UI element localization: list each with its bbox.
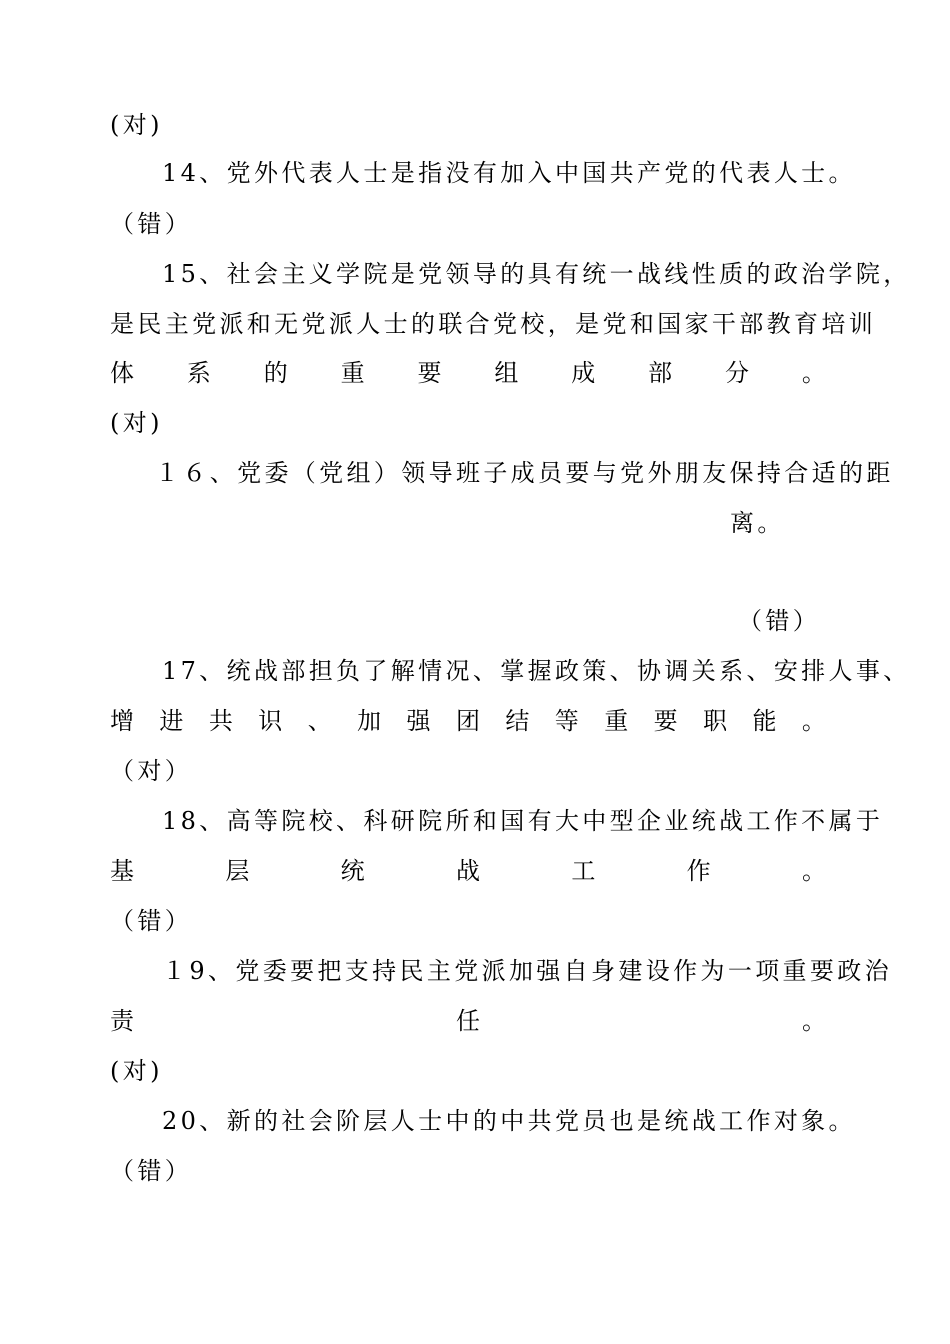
char: 等 bbox=[554, 707, 579, 735]
answer-16: （错） bbox=[738, 607, 821, 635]
question-19-line2 bbox=[110, 1006, 826, 1036]
char: 工 bbox=[571, 857, 596, 885]
answer-14: （错） bbox=[110, 210, 193, 238]
answer-20: （错） bbox=[110, 1157, 193, 1185]
char: 。 bbox=[801, 857, 826, 885]
char: 团 bbox=[455, 707, 480, 735]
char: 部 bbox=[648, 359, 673, 387]
question-15-line2: 是民主党派和无党派人士的联合党校，是党和国家干部教育培训 bbox=[110, 310, 877, 338]
answer-18: （错） bbox=[110, 907, 193, 935]
char: 进 bbox=[159, 707, 184, 735]
question-16-line1: １６、党委（党组）领导班子成员要与党外朋友保持合适的距 bbox=[155, 459, 894, 487]
char: 责 bbox=[110, 1007, 134, 1035]
char: 层 bbox=[225, 857, 250, 885]
char: 作 bbox=[686, 857, 711, 885]
char: 职 bbox=[703, 707, 728, 735]
char: 、 bbox=[307, 707, 332, 735]
question-16-line2: 离。 bbox=[730, 509, 785, 537]
char: 。 bbox=[801, 359, 826, 387]
char: 。 bbox=[801, 707, 826, 735]
char: 的 bbox=[263, 359, 288, 387]
answer-13: (对) bbox=[110, 111, 163, 139]
char: 识 bbox=[258, 707, 283, 735]
question-19-line1: １9、党委要把支持民主党派加强自身建设作为一项重要政治 bbox=[162, 957, 892, 985]
answer-15: (对) bbox=[110, 409, 163, 437]
char: 共 bbox=[208, 707, 233, 735]
char: 强 bbox=[406, 707, 431, 735]
char: 分 bbox=[725, 359, 749, 387]
char: 成 bbox=[571, 359, 596, 387]
answer-17: （对） bbox=[110, 757, 193, 785]
char: 能 bbox=[752, 707, 777, 735]
question-14: 14、党外代表人士是指没有加入中国共产党的代表人士。 bbox=[162, 159, 856, 187]
char: 要 bbox=[417, 359, 442, 387]
question-17-line2 bbox=[110, 706, 826, 736]
char: 统 bbox=[340, 857, 365, 885]
char: 基 bbox=[110, 857, 134, 885]
answer-19: (对) bbox=[110, 1057, 163, 1085]
char: 增 bbox=[110, 707, 134, 735]
char: 任 bbox=[456, 1007, 480, 1035]
question-15-line3 bbox=[110, 358, 826, 388]
char: 战 bbox=[455, 857, 480, 885]
char: 结 bbox=[505, 707, 530, 735]
char: 体 bbox=[110, 359, 134, 387]
question-20: 20、新的社会阶层人士中的中共党员也是统战工作对象。 bbox=[162, 1107, 856, 1135]
question-17-line1: 17、统战部担负了解情况、掌握政策、协调关系、安排人事、 bbox=[162, 657, 911, 685]
char: 系 bbox=[186, 359, 211, 387]
char: 要 bbox=[653, 707, 678, 735]
char: 重 bbox=[604, 707, 629, 735]
question-18-line2 bbox=[110, 856, 826, 886]
question-15-line1: 15、社会主义学院是党领导的具有统一战线性质的政治学院， bbox=[162, 260, 911, 288]
char: 。 bbox=[802, 1007, 826, 1035]
question-18-line1: 18、高等院校、科研院所和国有大中型企业统战工作不属于 bbox=[162, 807, 884, 835]
char: 组 bbox=[494, 359, 519, 387]
char: 重 bbox=[340, 359, 365, 387]
char: 加 bbox=[357, 707, 382, 735]
